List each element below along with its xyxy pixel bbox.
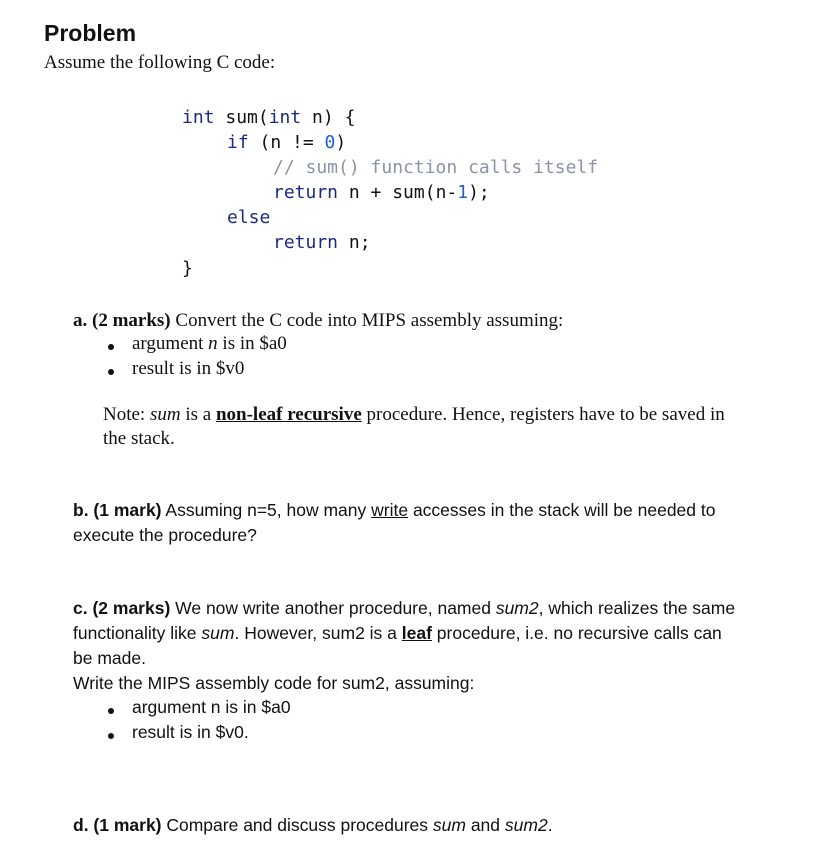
part-b-heading: b. (1 mark) Assuming n=5, how many write accesses in the stack will be needed to	[73, 500, 716, 520]
bullet-icon	[108, 733, 114, 739]
page-title: Problem	[44, 20, 137, 46]
code-line-4: return n + sum(n-1);	[273, 182, 490, 203]
code-line-1: int sum(int n) {	[182, 107, 356, 128]
part-d-heading: d. (1 mark) Compare and discuss procedures sum and sum2.	[73, 815, 553, 835]
part-b-line-2: execute the procedure?	[73, 525, 257, 545]
part-a-heading: a. (2 marks) Convert the C code into MIPS assembly assuming:	[73, 310, 564, 331]
bullet-icon	[108, 369, 114, 375]
intro-text: Assume the following C code:	[44, 52, 276, 73]
part-a-bullet-2: result is in $v0	[132, 358, 245, 379]
code-line-6: return n;	[273, 232, 371, 253]
part-c-line-3: be made.	[73, 648, 146, 668]
bullet-icon	[108, 708, 114, 714]
part-a-bullet-1: argument n is in $a0	[132, 333, 287, 354]
part-c-bullet-2: result is in $v0.	[132, 722, 249, 742]
part-a-note-line-2: the stack.	[103, 428, 175, 449]
code-line-7: }	[182, 258, 193, 279]
part-c-line-2: functionality like sum. However, sum2 is a leaf procedure, i.e. no recursive calls can	[73, 623, 722, 643]
part-c-line-4: Write the MIPS assembly code for sum2, assuming:	[73, 673, 475, 693]
bullet-icon	[108, 344, 114, 350]
part-c-heading: c. (2 marks) We now write another procedure, named sum2, which realizes the same	[73, 598, 736, 618]
part-c-bullet-1: argument n is in $a0	[132, 697, 291, 717]
part-a-note: Note: sum is a non-leaf recursive procedure. Hence, registers have to be saved in	[103, 404, 725, 425]
code-comment: // sum() function calls itself	[273, 157, 599, 178]
code-line-2: if (n != 0)	[227, 132, 347, 153]
code-line-5: else	[227, 207, 271, 228]
